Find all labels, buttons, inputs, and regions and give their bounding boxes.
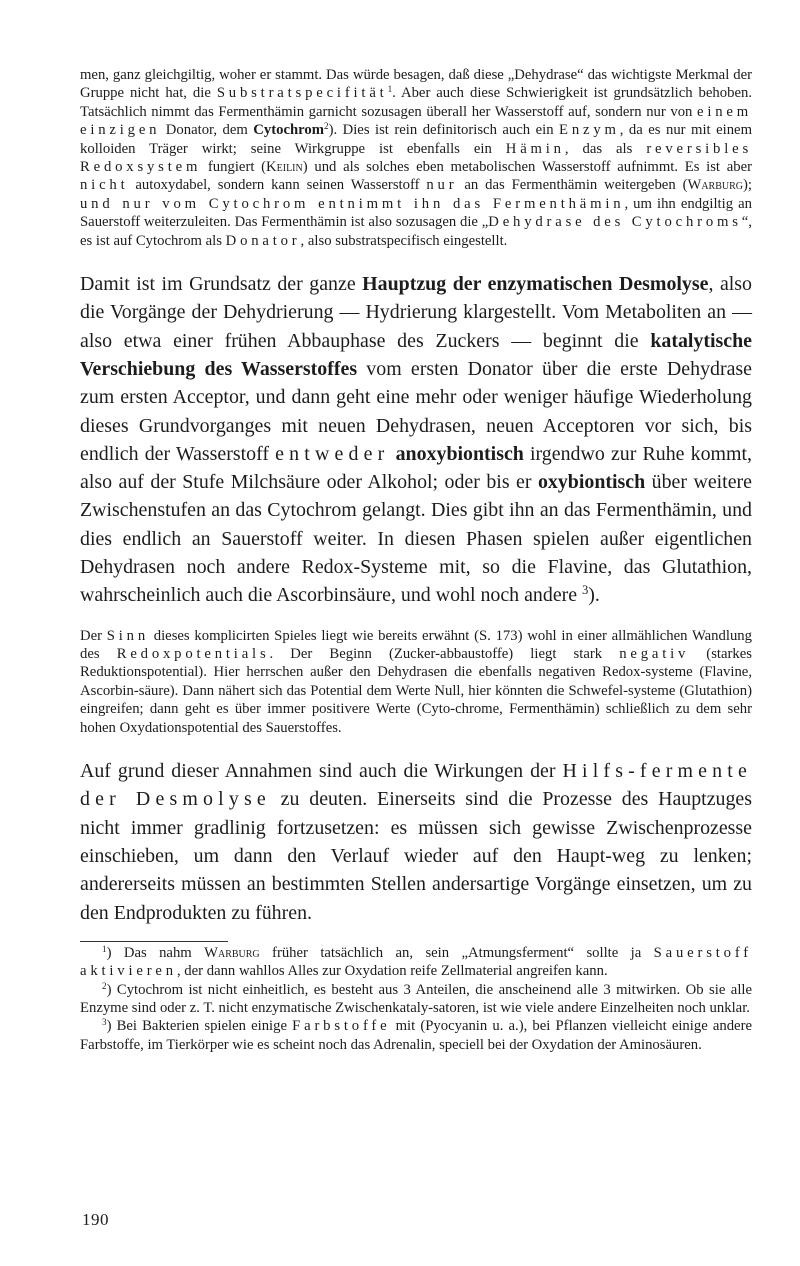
page-number: 190: [82, 1210, 109, 1229]
spaced-term: Donator: [225, 232, 301, 249]
text: , der dann wahllos Alles zur Oxydation reife Zellmaterial angreifen kann.: [176, 963, 608, 980]
footnote-ref-1: 1: [387, 84, 393, 95]
spaced-term: Sauerstoff aktivieren: [80, 944, 752, 980]
text: (starkes Reduktionspotential). Hier herrschen außer den Dehydrasen die ebenfalls negativen Redox-systeme (Flavine, Ascorbin-säure). Dann nähert sich das Potential dem Werte Null, hier könnten die Schwefel-systeme (Glutathion) eingreifen; dann geht es über immer positivere Werte (Cyto-chrome, Fermenthämin) schließlich zu dem sehr hohen Oxydationspotential des Sauerstoffes.: [80, 646, 752, 736]
paragraph-hilfsfermente: [80, 757, 752, 927]
text: ).: [588, 584, 600, 607]
footnotes: [80, 944, 752, 1054]
text: Donator, dem: [160, 122, 254, 139]
text: );: [743, 177, 752, 194]
text: , also substratspecifisch eingestellt.: [300, 232, 508, 249]
text: früher tatsächlich an, sein „Atmungsferment“ sollte ja: [259, 944, 654, 961]
spaced-term: Sinn: [106, 627, 149, 644]
spaced-term: entweder: [275, 442, 390, 465]
footnote-3: [80, 1017, 752, 1054]
bold-term: anoxybiontisch: [395, 442, 524, 465]
footnote-number: 2: [102, 980, 107, 991]
spaced-term: Hämin: [505, 140, 565, 157]
bold-term: Cytochrom: [253, 122, 324, 139]
paragraph-redoxpotential: [80, 627, 752, 737]
paragraph-hauptzug: [80, 270, 752, 610]
text: ) Bei Bakterien spielen einige: [106, 1018, 293, 1035]
text: zu deuten. Einerseits sind die Prozesse des Hauptzuges nicht immer gradlinig fortzusetzen: es müssen sich gewisse Zwischenprozesse einschieben, um dann den Verlauf wieder auf den Haupt-weg zu lenken; andererseits müssen an bestimmten Stellen andersartige Vorgänge einsetzen, um zu den Endprodukten zu führen.: [80, 788, 752, 924]
spaced-term: einem einzigen: [80, 103, 752, 139]
text: ) Das nahm: [106, 944, 205, 961]
spaced-term: Redoxpotentials: [116, 646, 270, 663]
spaced-term: reversibles Redoxsystem: [80, 140, 752, 176]
author-name: Warburg: [204, 944, 260, 961]
text: fungiert (: [201, 159, 267, 176]
text: Damit ist im Grundsatz der ganze: [80, 273, 363, 296]
text: , also die Vorgänge der Dehydrierung — Hydrierung klargestellt. Vom Metaboliten an — also etwa einer frühen Abbauphase des Zuckers — beginnt die: [80, 273, 752, 352]
text: “, es ist auf Cytochrom als: [80, 214, 752, 249]
paragraph-dehydrase-cytochrom: [80, 66, 752, 250]
footnote-1: [80, 944, 752, 981]
bold-term: katalytische Verschiebung des Wasserstoffes: [80, 329, 752, 380]
footnote-ref-2: 2: [324, 121, 329, 132]
text: autoxydabel, sondern kann seinen Wasserstoff: [128, 177, 427, 194]
bold-term: Hauptzug der enzymatischen Desmolyse: [362, 273, 709, 296]
bold-term: oxybiontisch: [537, 471, 646, 494]
footnote-ref-3: 3: [582, 583, 589, 598]
author-name: Keilin: [266, 159, 303, 176]
text: men, ganz gleichgiltig, woher er stammt. Das würde besagen, daß diese „Dehydrase“ das wichtigste Merkmal der Gruppe nicht hat, die: [80, 67, 752, 102]
text: dieses komplicirten Spieles liegt wie bereits erwähnt (S. 173) wohl in einer allmählichen Wandlung des: [80, 627, 752, 663]
text: an das Fermenthämin weitergeben (: [457, 177, 688, 194]
text: , das als: [564, 140, 647, 157]
text: ). Dies ist rein definitorisch auch ein: [328, 122, 560, 139]
spaced-term: Hilfs-fermente der Desmolyse: [80, 760, 752, 811]
text: irgendwo zur Ruhe kommt, also auf der Stufe Milchsäure oder Alkohol; oder bis er: [80, 442, 752, 494]
author-name: Warburg: [687, 177, 744, 194]
spaced-term: Dehydrase des Cytochroms: [488, 214, 742, 231]
footnote-divider: [80, 941, 228, 942]
page-body: [80, 66, 752, 1054]
text: , um ihn endgiltig an Sauerstoff weiterzuleiten. Das Fermenthämin ist also sozusagen die „: [80, 195, 752, 231]
text: vom ersten Donator über die erste Dehydrase zum ersten Acceptor, und dann geht eine mehr oder weniger häufige Wiederholung dieses Grundvorganges mit neuen Dehydrasen, neuen Acceptoren vor sich, bis endlich der Wasserstoff: [80, 357, 752, 465]
text: , da es nur mit einem kolloiden Träger wirkt; seine Wirkgruppe ist ebenfalls ein: [80, 122, 752, 157]
spaced-term: Farbstoffe: [292, 1018, 391, 1035]
text: Der: [80, 627, 107, 644]
footnote-number: 3: [102, 1017, 107, 1028]
text: . Der Beginn (Zucker-abbaustoffe) liegt stark: [269, 646, 620, 663]
text: ) Cytochrom ist nicht einheitlich, es besteht aus 3 Anteilen, die anscheinend alle 3 mitwirken. Ob sie alle Enzyme sind oder z. T. nicht enzymatische Zwischenkataly-satoren, ist wie viele andere Einzelheiten noch unklar.: [80, 981, 752, 1017]
spaced-term: und nur vom Cytochrom entnimmt ihn das Fermenthämin: [80, 195, 625, 212]
footnote-2: [80, 981, 752, 1018]
spaced-term: nur: [426, 177, 458, 194]
text: ) und als solches eben metabolischen Wasserstoff aufnimmt. Es ist aber: [302, 159, 753, 176]
spaced-term: nicht: [80, 177, 129, 194]
spaced-term: Substratspecifität: [216, 85, 388, 102]
spaced-term: negativ: [619, 646, 690, 663]
text: Auf grund dieser Annahmen sind auch die Wirkungen der: [80, 760, 563, 783]
text: über weitere Zwischenstufen an das Cytochrom gelangt. Dies gibt ihn an das Fermenthämin, und dies endlich an Sauerstoff weiter. In diesen Phasen spielen außer eigentlichen Dehydrasen noch andere Redox-Systeme mit, so die Flavine, das Glutathion, wahrscheinlich auch die Ascorbinsäure, und wohl noch andere: [80, 471, 752, 607]
text: mit (Pyocyanin u. a.), bei Pflanzen vielleicht einige andere Farbstoffe, im Tierkörper wie es scheint noch das Adrenalin, speciell bei der Oxydation der Aminosäuren.: [80, 1018, 752, 1053]
text: . Aber auch diese Schwierigkeit ist grundsätzlich behoben. Tatsächlich nimmt das Fermenthämin garnicht sozusagen überall her Wasserstoff auf, sondern nur von: [80, 85, 752, 120]
spaced-term: Enzym: [559, 122, 620, 139]
footnote-number: 1: [102, 943, 107, 954]
